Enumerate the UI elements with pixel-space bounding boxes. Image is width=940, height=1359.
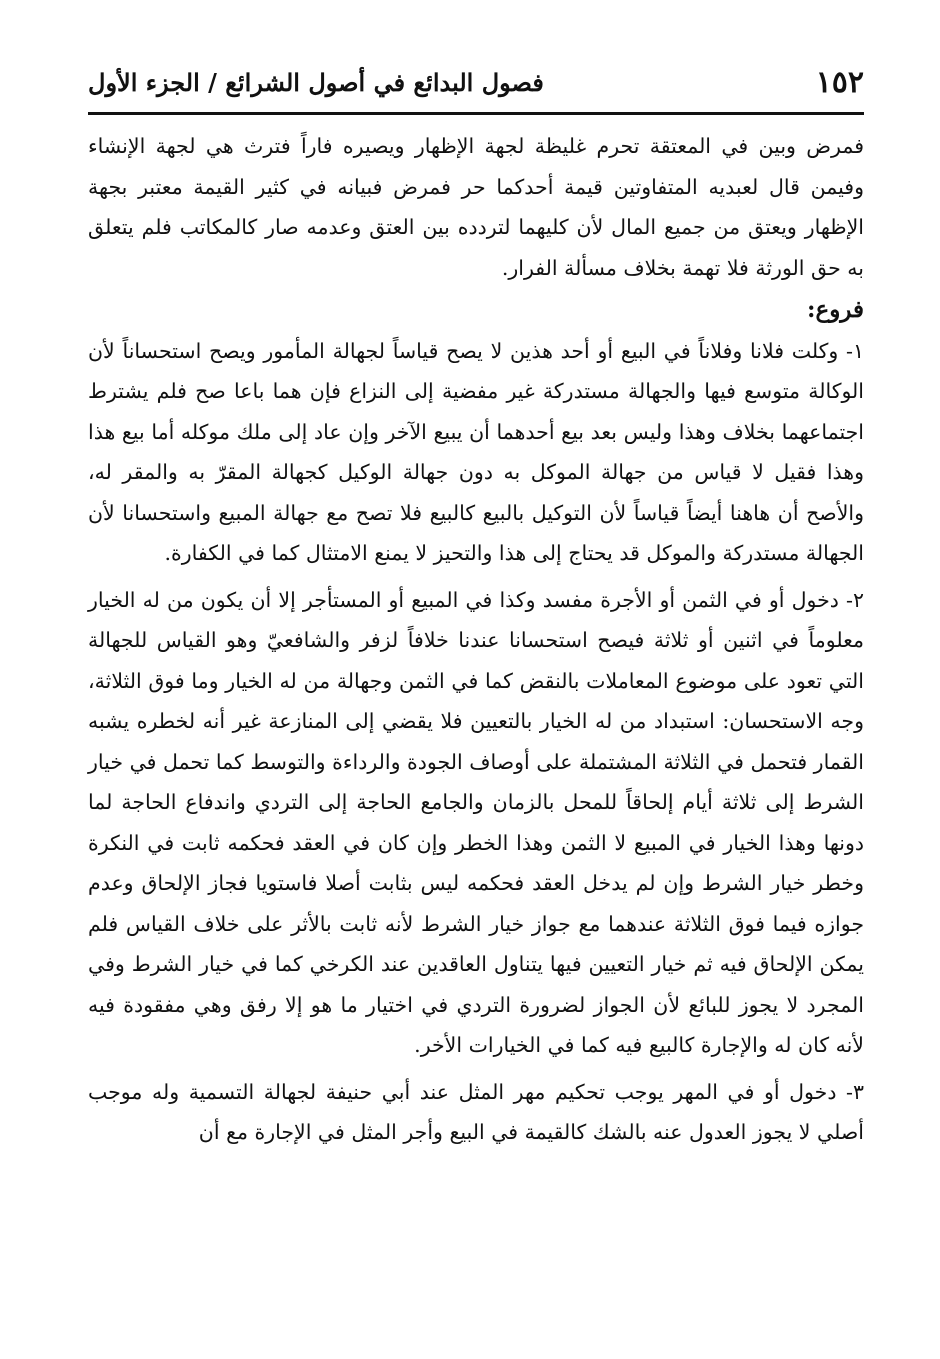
intro-paragraph: فمرض وبين في المعتقة تحرم غليظة لجهة الإظهار ويصيره فاراً فترث هي لجهة الإنشاء وفيمن قال لعبديه المتفاوتين قيمة أحدكما حر فمرض فبيانه في كثير القيمة معتبر بجهة الإظهار ويعتق من جميع المال لأن كليهما لتردده بين العتق وعدمه صار كالمكاتب فلم يتعلق به حق الورثة فلا تهمة بخلاف مسألة الفرار. [88, 134, 864, 280]
branch-2-paragraph: ٢- دخول أو في الثمن أو الأجرة مفسد وكذا في المبيع أو المستأجر إلا أن يكون من له الخيار معلوماً في اثنين أو ثلاثة فيصح استحسانا عندنا خلافاً لزفر والشافعيّ وهو القياس للجهالة التي تعود على موضوع المعاملات بالنقض كما في الثمن وجهالة من له الخيار وما فوق الثلاثة، وجه الاستحسان: استبداد من له الخيار بالتعيين فلا يقضي إلى المنازعة غير أنه لخطره يشبه القمار فتحمل في الثلاثة المشتملة على أوصاف الجودة والرداءة والتوسط كما تحمل في خيار الشرط إلى ثلاثة أيام إلحاقاً للمحل بالزمان والجامع الحاجة إلى التردي واندفاع الحاجة لما دونها وهذا الخيار في المبيع لا الثمن وهذا الخطر وإن كان في العقد فحكمه ثابت في النكرة وخطر خيار الشرط وإن لم يدخل العقد فحكمه ليس بثابت أصلا فاستويا فجاز الإلحاق وعدم جوازه فيما فوق الثلاثة عندهما مع جواز خيار الشرط لأنه ثابت بالأثر على خلاف القياس فلم يمكن الإلحاق فيه ثم خيار التعيين فيها يتناول العاقدين عند الكرخي كما في خيار الشرط وفي المجرد لا يجوز للبائع لأن الجواز لضرورة التردي في اختيار ما هو إلا رفق وهي مفقودة فيه لأنه كان له والإجارة كالبيع فيه كما في الخيارات الأخر. [88, 587, 864, 1057]
body-text [88, 126, 864, 1153]
branch-3-paragraph: ٣- دخول أو في المهر يوجب تحكيم مهر المثل عند أبي حنيفة لجهالة التسمية وله موجب أصلي لا يجوز العدول عنه بالشك كالقيمة في البيع وأجر المثل في الإجارة مع أن [88, 1079, 864, 1144]
page-header [88, 56, 864, 108]
branch-1-paragraph: ١- وكلت فلانا وفلاناً في البيع أو أحد هذين لا يصح قياساً لجهالة المأمور ويصح استحساناً لأن الوكالة متوسع فيها والجهالة مستدركة غير مفضية إلى النزاع فإن هما باعا صح فلم يشترط اجتماعهما بخلاف وهذا وليس بعد بيع أحدهما أن يبيع الآخر وإن عاد إلى ملك موكله أما بيع هذا وهذا فقيل لا قياس من جهالة الموكل به دون جهالة الوكيل كجهالة المقرّ به والمقر له، والأصح أن هاهنا أيضاً قياساً لأن التوكيل بالبيع كالبيع فلا تصح مع جهالة المبيع واستحسانا لأن الجهالة مستدركة والموكل قد يحتاج إلى هذا والتحيز لا يمنع الامتثال كما في الكفارة. [88, 338, 864, 565]
running-title: فصول البدائع في أصول الشرائع / الجزء الأول [88, 67, 544, 97]
page-number: ١٥٢ [815, 64, 864, 100]
header-rule [88, 112, 864, 115]
section-heading: فروع: [806, 296, 864, 323]
